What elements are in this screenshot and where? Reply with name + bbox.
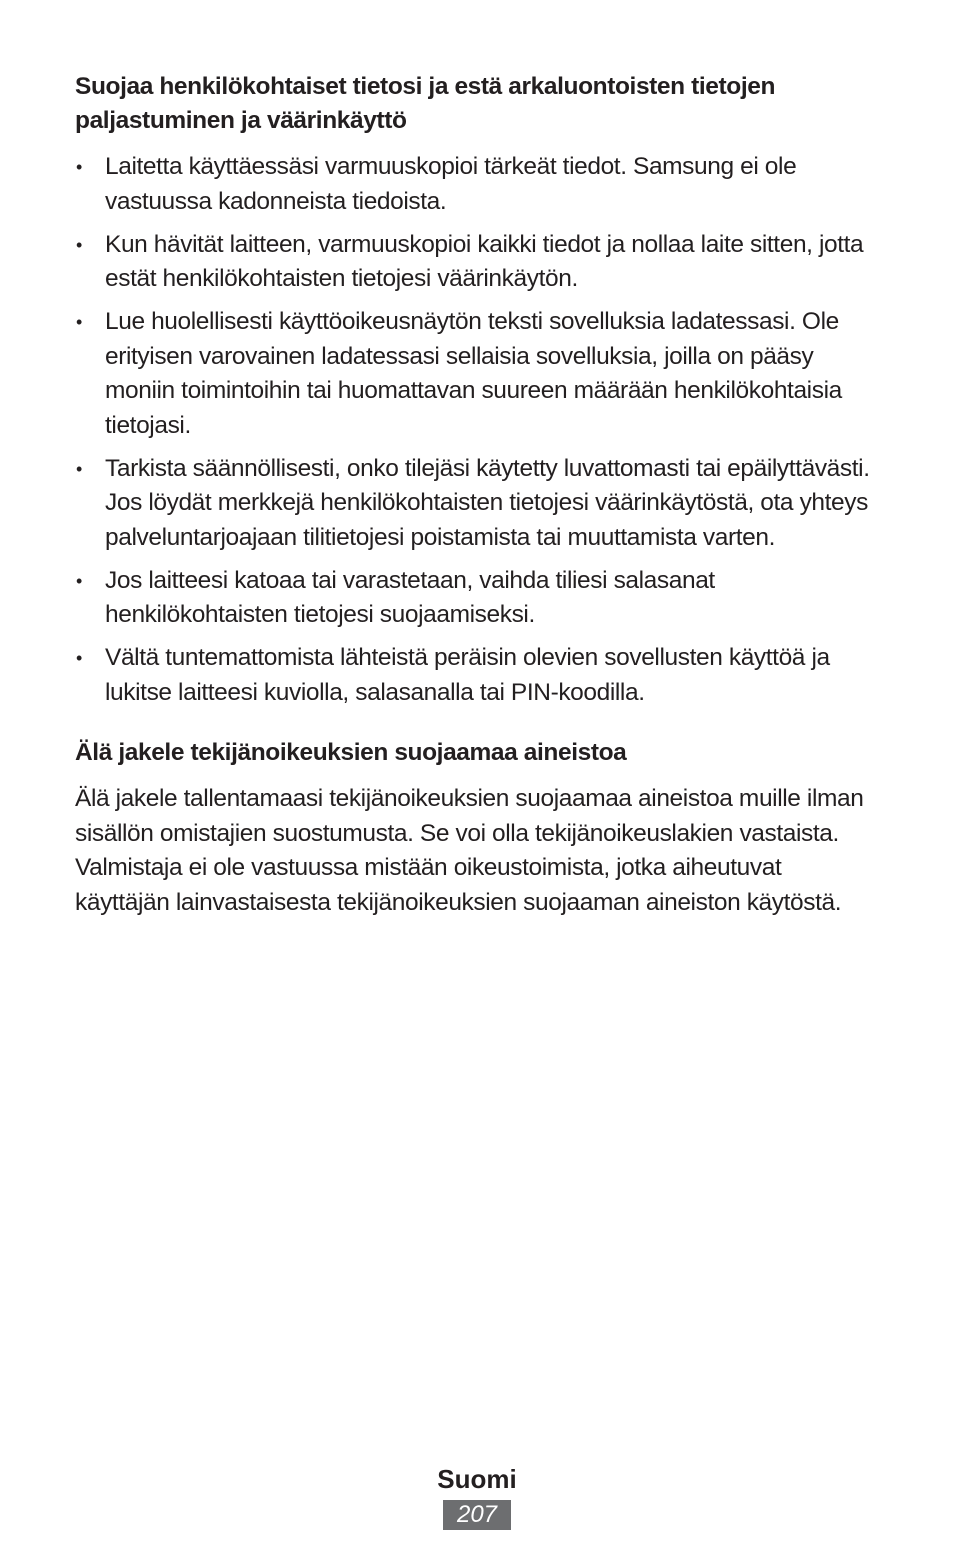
page-number: 207 [443,1500,511,1530]
bullet-item [75,150,880,219]
bullet-item [75,228,880,297]
bullet-text: Vältä tuntemattomista lähteistä peräisin olevien sovellusten käyttöä ja lukitse laitteesi kuviolla, salasanalla tai PIN-koodilla. [105,644,830,706]
privacy-bullet-list [75,150,880,710]
bullet-text: Jos laitteesi katoaa tai varastetaan, vaihda tiliesi salasanat henkilökohtaisten tietojesi suojaamiseksi. [105,566,715,628]
bullet-text: Kun hävität laitteen, varmuuskopioi kaikki tiedot ja nollaa laite sitten, jotta estät henkilökohtaisten tietojesi väärinkäytön. [105,230,864,292]
bullet-text: Laitetta käyttäessäsi varmuuskopioi tärkeät tiedot. Samsung ei ole vastuussa kadonneista tiedoista. [105,153,797,215]
bullet-item [75,305,880,443]
bullet-item [75,564,880,633]
bullet-text: Lue huolellisesti käyttöoikeusnäytön teksti sovelluksia ladatessasi. Ole erityisen varovainen ladatessasi sellaisia sovelluksia, joilla on pääsy moniin toimintoihin tai huomattavan suureen määrään henkilökohtaisia tietojasi. [105,308,842,439]
bullet-icon: • [76,312,82,332]
bullet-icon: • [76,648,82,668]
copyright-paragraph: Älä jakele tallentamaasi tekijänoikeuksien suojaamaa aineistoa muille ilman sisällön omistajien suostumusta. Se voi olla tekijänoikeuslakien vastaista. Valmistaja ei ole vastuussa mistään oikeustoimista, jotka aiheutuvat käyttäjän lainvastaisesta tekijänoikeuksien suojaaman aineiston käytöstä. [75,785,864,916]
bullet-icon: • [76,570,82,591]
section-heading-copyright: Älä jakele tekijänoikeuksien suojaamaa aineistoa [75,739,627,766]
section-heading-privacy: Suojaa henkilökohtaiset tietosi ja estä arkaluontoisten tietojen paljastuminen ja väärinkäyttö [75,73,776,134]
page-footer [0,1462,954,1530]
bullet-icon: • [76,458,82,479]
bullet-item [75,452,880,556]
bullet-icon: • [76,157,82,177]
bullet-icon: • [76,234,82,255]
footer-language: Suomi [437,1464,517,1494]
document-page [75,70,880,920]
bullet-text: Tarkista säännöllisesti, onko tilejäsi käytetty luvattomasti tai epäilyttävästi. Jos löydät merkkejä henkilökohtaisten tietojesi väärinkäytöstä, ota yhteys palveluntarjoajaan tilitietojesi poistamista tai muuttamista varten. [105,454,870,551]
bullet-item [75,641,880,710]
copyright-section [75,736,880,920]
